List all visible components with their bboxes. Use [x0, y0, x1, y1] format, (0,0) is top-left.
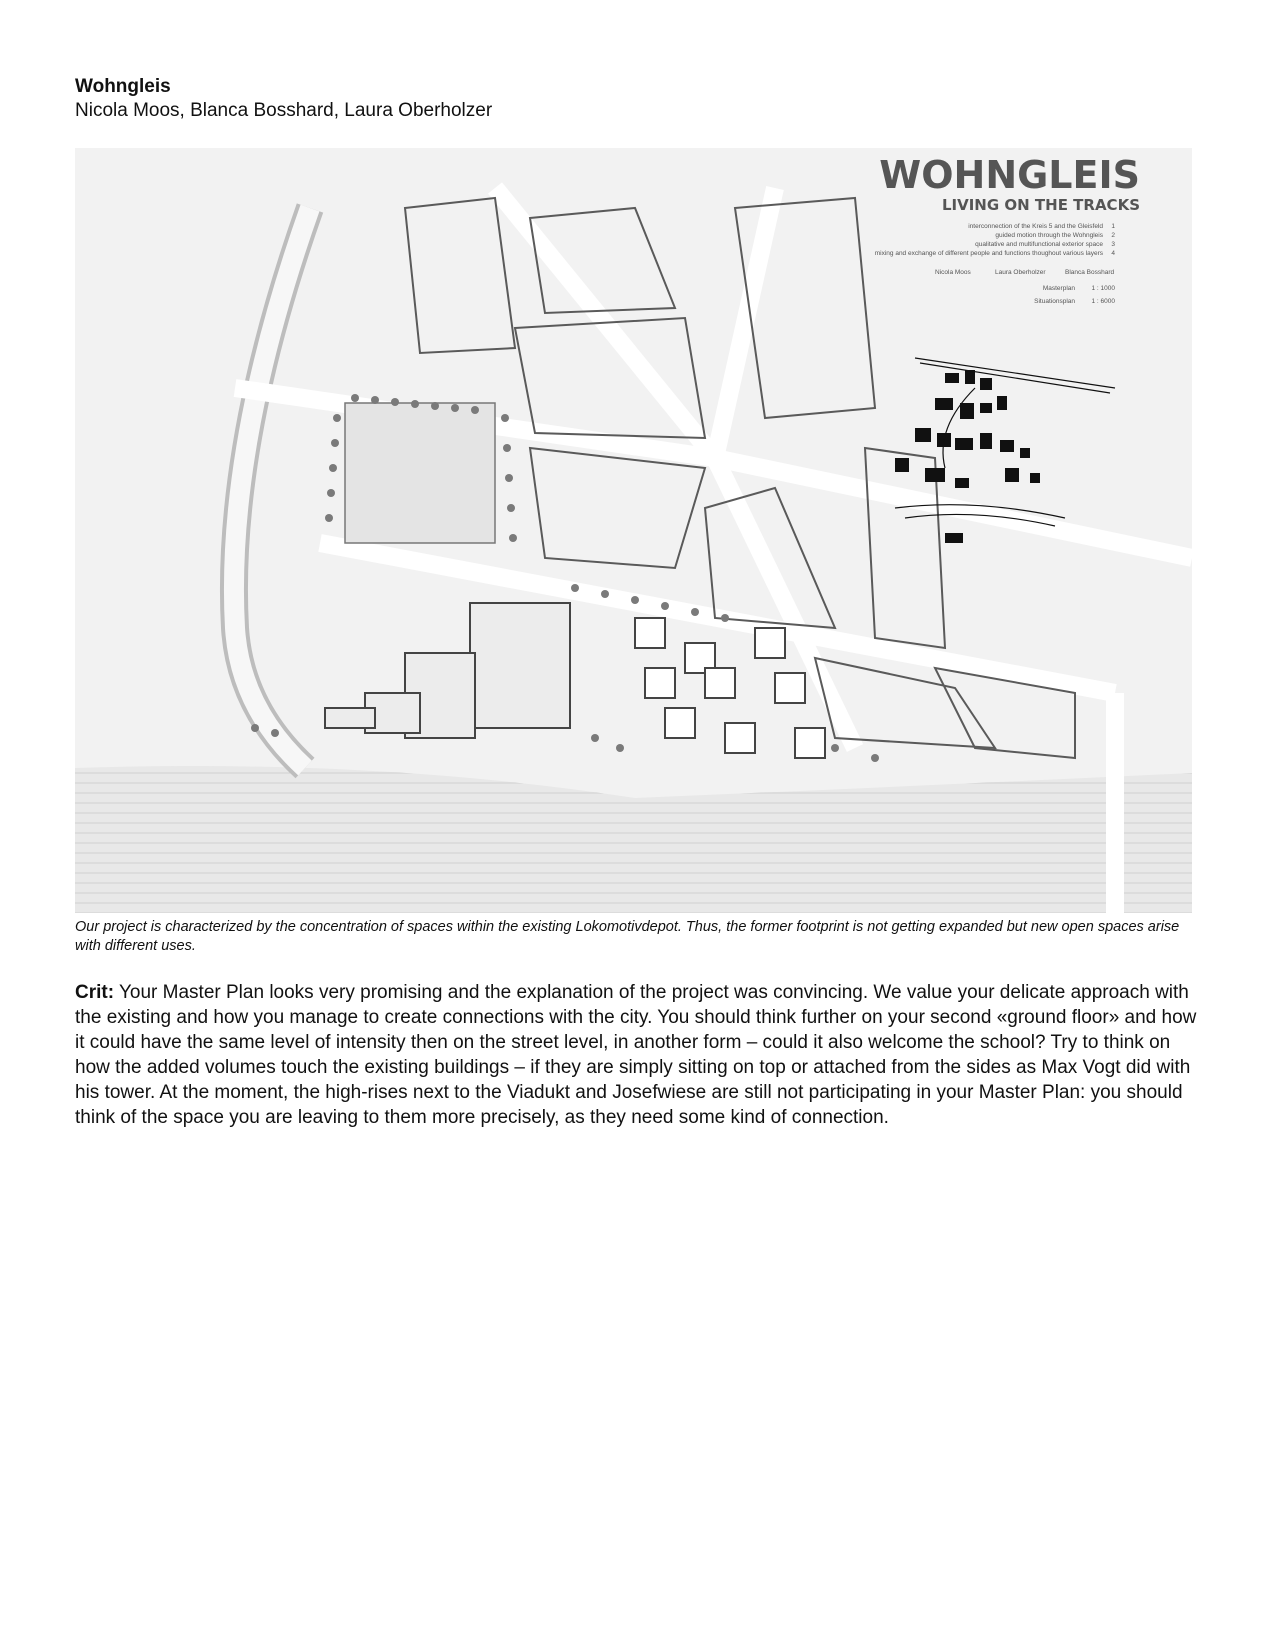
poster-subtitle: LIVING ON THE TRACKS [941, 196, 1140, 214]
crit-label: Crit: [75, 982, 115, 1003]
concept-1-text: interconnection of the Kreis 5 and the Gleisfeld [968, 223, 1103, 230]
document-authors: Nicola Moos, Blanca Bosshard, Laura Oberholzer [75, 100, 493, 121]
concept-2-num: 2 [1111, 232, 1115, 239]
crit-paragraph [75, 980, 1205, 1130]
concept-3-num: 3 [1111, 241, 1115, 248]
poster-author-3: Blanca Bosshard [1065, 269, 1115, 276]
concept-4-text: mixing and exchange of different people and functions thoughout various layers [874, 250, 1103, 257]
concept-1-num: 1 [1111, 223, 1115, 230]
scale-2-value: 1 : 6000 [1091, 298, 1115, 305]
masterplan-drawing [75, 148, 1192, 913]
poster-title: WOHNGLEIS [879, 153, 1140, 197]
scale-1-label: Masterplan [1042, 285, 1075, 292]
poster-author-1: Nicola Moos [935, 269, 971, 276]
concept-3-text: qualitative and multifunctional exterior space [975, 241, 1103, 248]
scale-2-label: Situationsplan [1034, 298, 1075, 305]
document-title: Wohngleis [75, 76, 171, 97]
crit-text: Your Master Plan looks very promising and the explanation of the project was convincing. We value your delicate approach with the existing and how you manage to create connections with the city. You should think further on your second «ground floor» and how it could have the same level of intensity then on the street level, in another form – could it also welcome the school? Try to think on how the added volumes touch the existing buildings – if they are simply sitting on top or attached from the sides as Max Vogt did with his tower. At the moment, the high-rises next to the Viadukt and Josefwiese are still not participating in your Master Plan: you should think of the space you are leaving to them more precisely, as they need some kind of connection. [75, 982, 1197, 1128]
scale-1-value: 1 : 1000 [1091, 285, 1115, 292]
concept-2-text: guided motion through the Wohngleis [995, 232, 1103, 239]
masterplan-image [75, 148, 1192, 913]
concept-4-num: 4 [1111, 250, 1115, 257]
plan-caption: Our project is characterized by the concentration of spaces within the existing Lokomotivdepot. Thus, the former footprint is not getting expanded but new open spaces arise with different uses. [75, 919, 1180, 954]
poster-author-2: Laura Oberholzer [995, 269, 1046, 276]
